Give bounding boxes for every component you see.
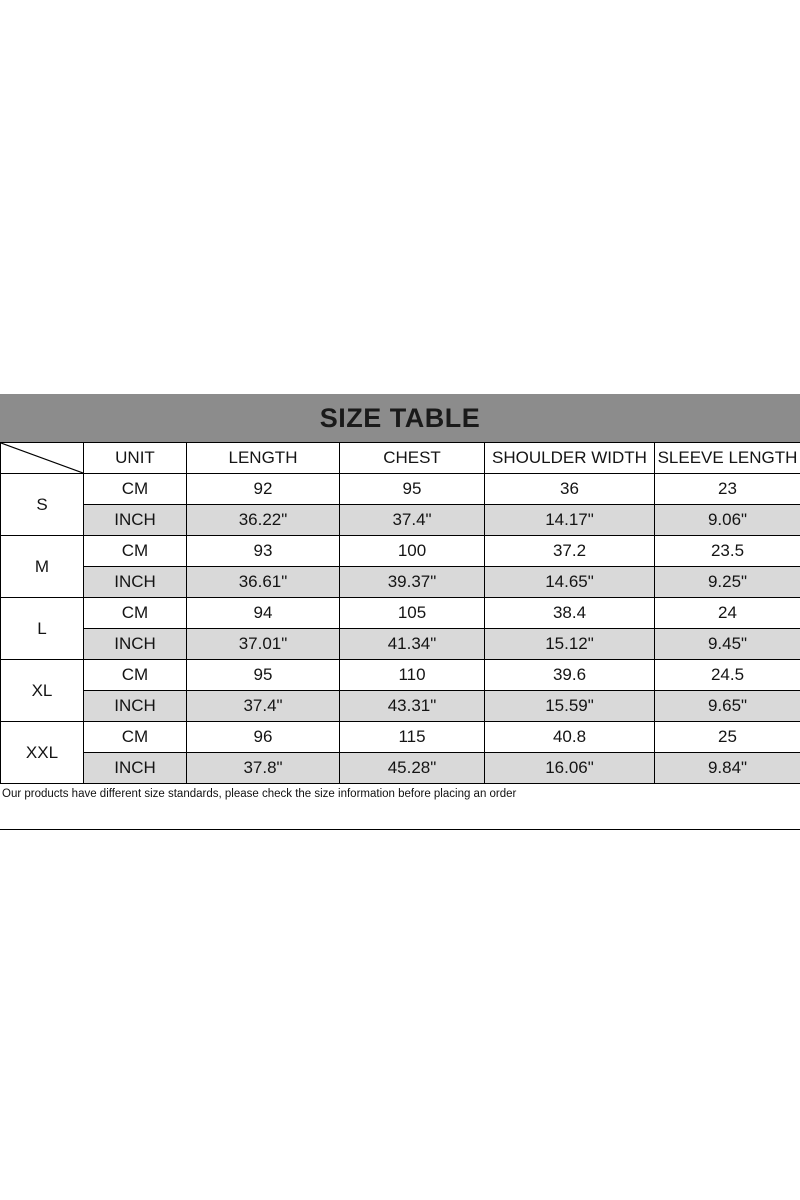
unit-inch: INCH [84, 753, 187, 784]
spacer [0, 801, 800, 829]
cell-length: 95 [187, 660, 340, 691]
header-chest: CHEST [340, 443, 485, 474]
cell-shoulder: 38.4 [485, 598, 655, 629]
cell-chest: 110 [340, 660, 485, 691]
unit-inch: INCH [84, 505, 187, 536]
table-row [1, 536, 800, 567]
cell-chest: 39.37" [340, 567, 485, 598]
cell-chest: 43.31" [340, 691, 485, 722]
cell-shoulder: 39.6 [485, 660, 655, 691]
cell-shoulder: 14.17" [485, 505, 655, 536]
cell-length: 37.8" [187, 753, 340, 784]
table-row [1, 753, 800, 784]
diagonal-divider-icon [1, 443, 83, 473]
cell-shoulder: 40.8 [485, 722, 655, 753]
cell-shoulder: 15.59" [485, 691, 655, 722]
header-shoulder-width: SHOULDER WIDTH [485, 443, 655, 474]
header-sleeve-length: SLEEVE LENGTH [655, 443, 800, 474]
cell-length: 37.4" [187, 691, 340, 722]
cell-length: 94 [187, 598, 340, 629]
unit-cm: CM [84, 598, 187, 629]
table-row [1, 474, 800, 505]
size-label-xxl: XXL [1, 722, 84, 784]
size-label-l: L [1, 598, 84, 660]
cell-chest: 41.34" [340, 629, 485, 660]
cell-chest: 95 [340, 474, 485, 505]
cell-sleeve: 9.45" [655, 629, 800, 660]
cell-chest: 37.4" [340, 505, 485, 536]
corner-cell [1, 443, 84, 474]
cell-sleeve: 25 [655, 722, 800, 753]
size-label-xl: XL [1, 660, 84, 722]
size-label-m: M [1, 536, 84, 598]
cell-sleeve: 9.06" [655, 505, 800, 536]
cell-shoulder: 16.06" [485, 753, 655, 784]
table-row [1, 598, 800, 629]
cell-chest: 100 [340, 536, 485, 567]
cell-length: 93 [187, 536, 340, 567]
size-table-title: SIZE TABLE [0, 394, 800, 442]
size-label-s: S [1, 474, 84, 536]
cell-shoulder: 37.2 [485, 536, 655, 567]
unit-cm: CM [84, 660, 187, 691]
cell-shoulder: 36 [485, 474, 655, 505]
cell-sleeve: 24 [655, 598, 800, 629]
size-table-block [0, 394, 800, 830]
unit-cm: CM [84, 536, 187, 567]
cell-shoulder: 15.12" [485, 629, 655, 660]
unit-inch: INCH [84, 691, 187, 722]
cell-shoulder: 14.65" [485, 567, 655, 598]
unit-cm: CM [84, 474, 187, 505]
cell-length: 36.22" [187, 505, 340, 536]
cell-length: 37.01" [187, 629, 340, 660]
size-table [0, 442, 800, 784]
table-row [1, 567, 800, 598]
unit-cm: CM [84, 722, 187, 753]
cell-sleeve: 24.5 [655, 660, 800, 691]
table-row [1, 691, 800, 722]
table-row [1, 660, 800, 691]
cell-sleeve: 23 [655, 474, 800, 505]
cell-chest: 105 [340, 598, 485, 629]
cell-sleeve: 9.65" [655, 691, 800, 722]
header-length: LENGTH [187, 443, 340, 474]
divider-line [0, 829, 800, 830]
cell-sleeve: 9.25" [655, 567, 800, 598]
table-row [1, 629, 800, 660]
header-unit: UNIT [84, 443, 187, 474]
unit-inch: INCH [84, 567, 187, 598]
table-row [1, 505, 800, 536]
table-row [1, 722, 800, 753]
cell-chest: 115 [340, 722, 485, 753]
cell-chest: 45.28" [340, 753, 485, 784]
unit-inch: INCH [84, 629, 187, 660]
table-header-row [1, 443, 800, 474]
cell-sleeve: 23.5 [655, 536, 800, 567]
size-standard-note: Our products have different size standards, please check the size information before placing an order [2, 788, 517, 800]
cell-sleeve: 9.84" [655, 753, 800, 784]
cell-length: 36.61" [187, 567, 340, 598]
cell-length: 96 [187, 722, 340, 753]
cell-length: 92 [187, 474, 340, 505]
